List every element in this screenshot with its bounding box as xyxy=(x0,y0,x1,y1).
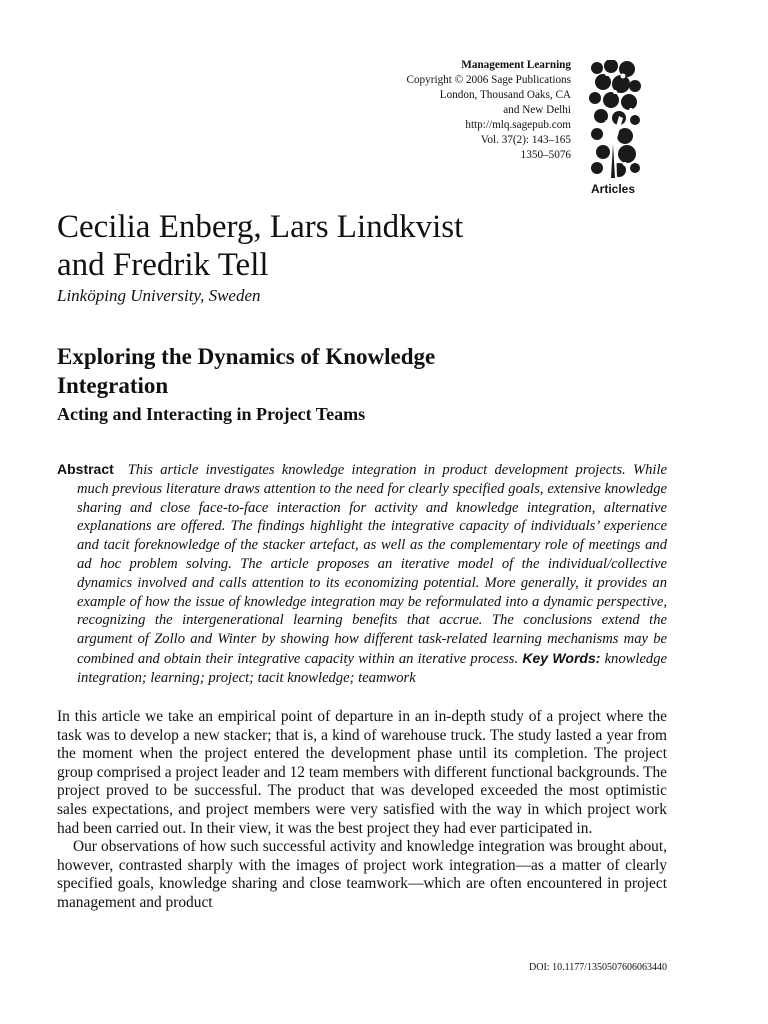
affiliation: Linköping University, Sweden xyxy=(57,286,261,305)
authors-line-1: Cecilia Enberg, Lars Lindkvist xyxy=(57,209,464,245)
title-line-1: Exploring the Dynamics of Knowledge xyxy=(57,344,436,369)
body-paragraph-1: In this article we take an empirical point of departure in an in-depth study of a project where the task was to develop a new stacker; that is, a kind of warehouse truck. The study lasted a year from the moment when the project entered the development phase until its completion. The project group comprised a project leader and 12 team members with different functional backgrounds. The project proved to be successful. The product that was developed exceeded the most optimistic sales expectations, and project members were very satisfied with the way in which project work had been carried out. In their view, it was the best project they had ever participated in. xyxy=(57,708,667,837)
article-subtitle: Acting and Interacting in Project Teams xyxy=(57,404,366,424)
article-title xyxy=(57,342,617,400)
abstract-text: This article investigates knowledge integration in product development projects. While much previous literature draws attention to the need for clearly specified goals, extensive knowledge sharing and close face-to-face interaction for activity and knowledge integration, alternative explanations are offered. The findings highlight the integrative capacity of individuals’ experience and tacit foreknowledge of the stacker artefact, as well as the complementary role of meetings and ad hoc problem solving. The article proposes an iterative model of the individual/collective dynamics involved and calls attention to its economizing potential. More generally, it provides an example of how the issue of knowledge integration may be reformulated into a dynamic perspective, recognizing the intergenerational learning benefits that accrue. The conclusions extend the argument of Zollo and Winter by showing how different task-related learning mechanisms may be combined and obtain their integrative capacity within an iterative process. xyxy=(77,462,667,667)
journal-location: London, Thousand Oaks, CA xyxy=(439,89,571,101)
keywords-text: knowledge integration; learning; project; tacit knowledge; teamwork xyxy=(77,650,667,686)
journal-info xyxy=(407,58,572,163)
journal-copyright: Copyright © 2006 Sage Publications xyxy=(406,74,571,86)
journal-name: Management Learning xyxy=(461,59,571,71)
authors xyxy=(57,208,617,284)
journal-issn: 1350–5076 xyxy=(520,149,571,161)
title-line-2: Integration xyxy=(57,373,169,398)
authors-line-2: and Fredrik Tell xyxy=(57,247,269,283)
abstract xyxy=(57,460,667,688)
abstract-label: Abstract xyxy=(57,461,114,477)
keywords-label: Key Words: xyxy=(522,649,601,666)
section-label: Articles xyxy=(591,182,636,196)
doi[interactable]: DOI: 10.1177/1350507606063440 xyxy=(529,962,667,973)
journal-url[interactable]: http://mlq.sagepub.com xyxy=(465,119,571,131)
body-text xyxy=(57,708,667,913)
tree-illustration-icon xyxy=(589,60,641,178)
journal-location-2: and New Delhi xyxy=(503,104,571,116)
journal-volume: Vol. 37(2): 143–165 xyxy=(480,134,571,146)
body-paragraph-2: Our observations of how such successful activity and knowledge integration was brought about, however, contrasted sharply with the images of project work integration—as a matter of clearly specified goals, knowledge sharing and close teamwork—which are often encountered in project management and product xyxy=(57,838,667,911)
